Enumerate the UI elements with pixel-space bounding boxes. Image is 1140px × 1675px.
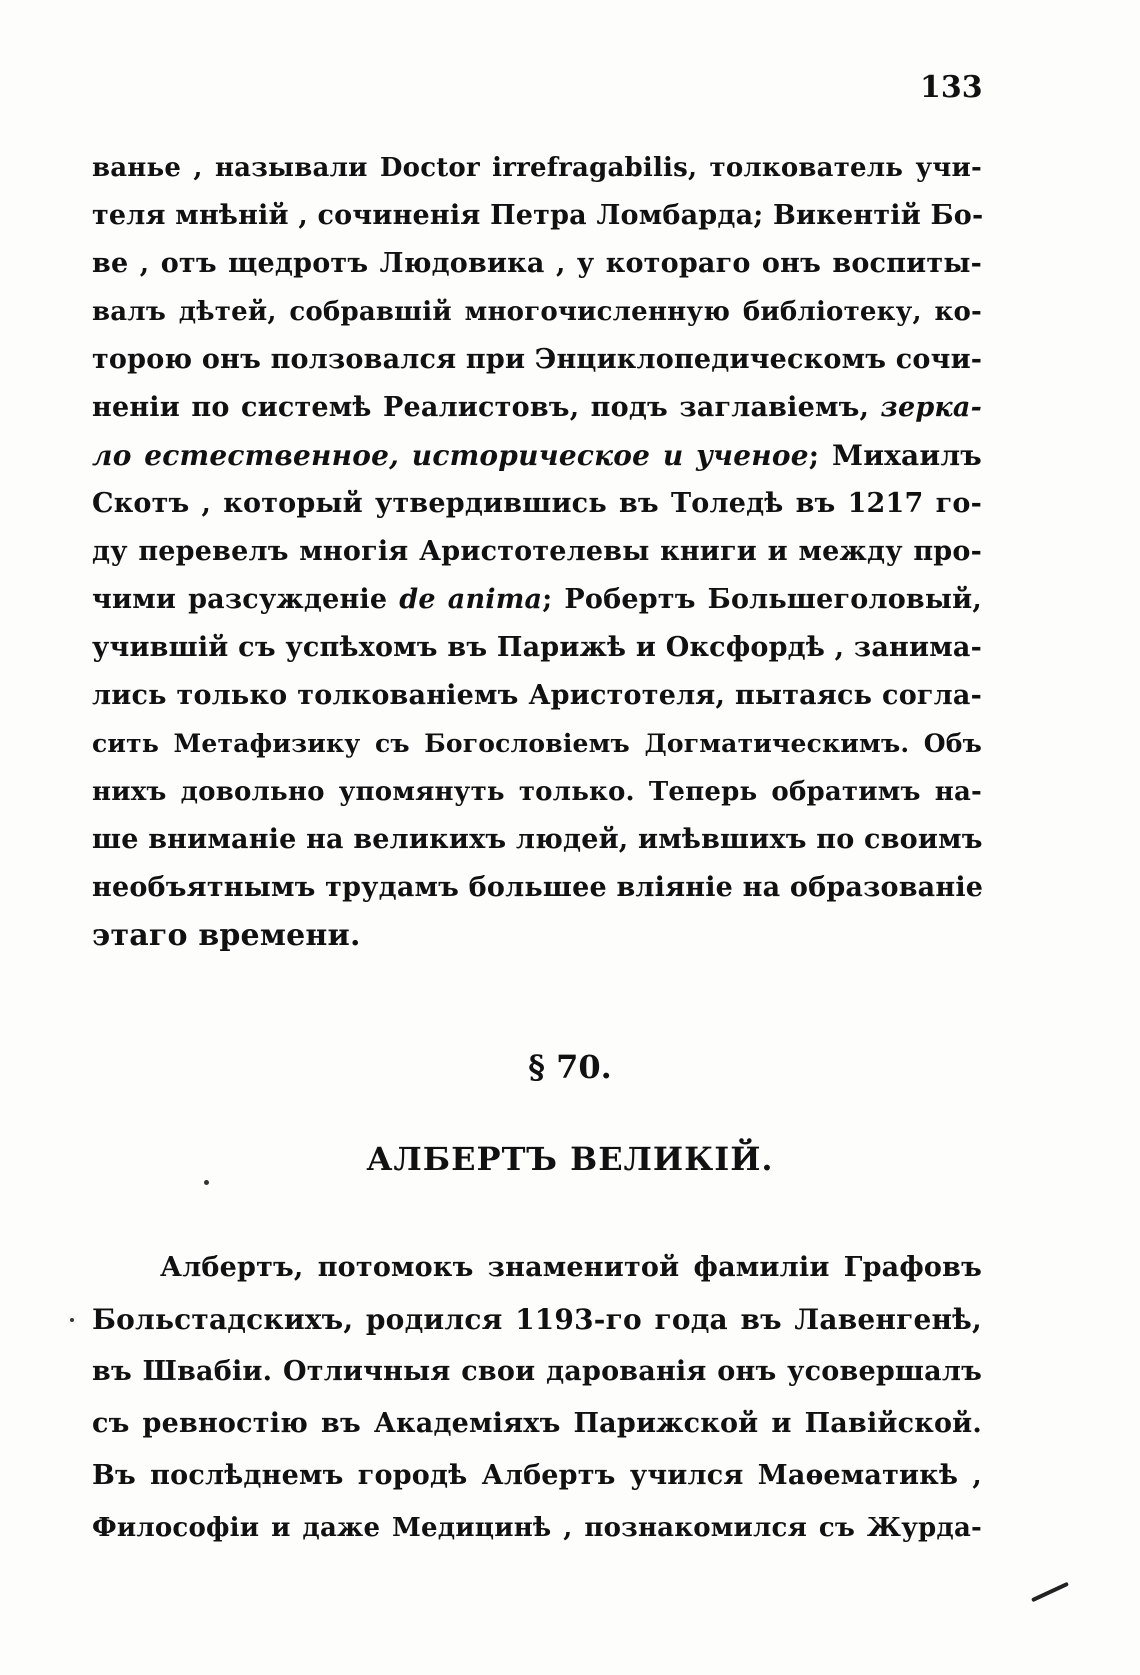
text-line: въ Швабіи. Отличныя свои дарованія онъ усовершалъ (92, 1356, 982, 1387)
text-segment: чими разсужденіе (92, 584, 388, 615)
italic-segment: зерка- (880, 392, 982, 423)
text-line: Албертъ, потомокъ знаменитой фамиліи Графовъ (160, 1252, 982, 1283)
italic-segment: de anima (399, 584, 543, 615)
text-line (92, 436, 982, 476)
text-line: Больстадскихъ, родился 1193-го года въ Лавенгенѣ, (92, 1303, 982, 1336)
scan-speck (204, 1180, 209, 1185)
text-line: Скотъ , который утвердившись въ Толедѣ въ 1217 го- (92, 488, 982, 519)
text-line: валъ дѣтей, собравшій многочисленную библіотеку, ко- (92, 297, 982, 327)
text-line: необъятнымъ трудамъ большее вліяніе на образованіе (92, 872, 984, 903)
italic-segment: историческое и ученое (411, 439, 809, 472)
text-line: учившій съ успѣхомъ въ Парижѣ и Оксфордѣ , занима- (92, 632, 982, 663)
chapter-title: АЛБЕРТЪ ВЕЛИКІЙ. (366, 1140, 774, 1178)
page-number: 133 (920, 70, 983, 105)
text-line: сить Метафизику съ Богословіемъ Догматическимъ. Объ (92, 729, 982, 758)
text-line: Въ послѣднемъ городѣ Албертъ учился Маѳематикѣ , (92, 1460, 982, 1491)
text-line: теля мнѣній , сочиненія Петра Ломбарда; Викентій Бо- (92, 200, 984, 231)
text-line: съ ревностію въ Академіяхъ Парижской и Павійской. (92, 1408, 982, 1439)
text-line (92, 580, 982, 620)
pen-mark (1031, 1582, 1069, 1603)
text-line: Философіи и даже Медицинѣ , познакомился съ Журда- (92, 1513, 982, 1543)
text-line: ду перевелъ многія Аристотелевы книги и между про- (92, 536, 982, 567)
text-segment: ; Робертъ Большеголовый, (542, 584, 982, 615)
text-line (92, 388, 982, 428)
text-segment: неніи по системѣ Реалистовъ, подъ заглавіемъ, (92, 392, 870, 423)
text-line: этаго времени. (92, 918, 361, 953)
text-line: лись только толкованіемъ Аристотеля, пытаясь согла- (92, 680, 982, 711)
text-line: нихъ довольно упомянуть только. Теперь обратимъ на- (92, 777, 982, 807)
scan-speck (70, 1318, 74, 1322)
text-line: ванье , называли Doctor irrefragabilis, толкователь учи- (92, 153, 982, 183)
text-line: торою онъ ползовался при Энциклопедическомъ сочи- (92, 344, 983, 375)
text-line: ше вниманіе на великихъ людей, имѣвшихъ по своимъ (92, 824, 983, 855)
italic-segment: ло естественное, (92, 439, 400, 472)
section-number: § 70. (528, 1048, 612, 1086)
text-segment: ; Михаилъ (808, 439, 982, 472)
text-line: ве , отъ щедротъ Людовика , у котораго онъ воспиты- (92, 248, 982, 279)
